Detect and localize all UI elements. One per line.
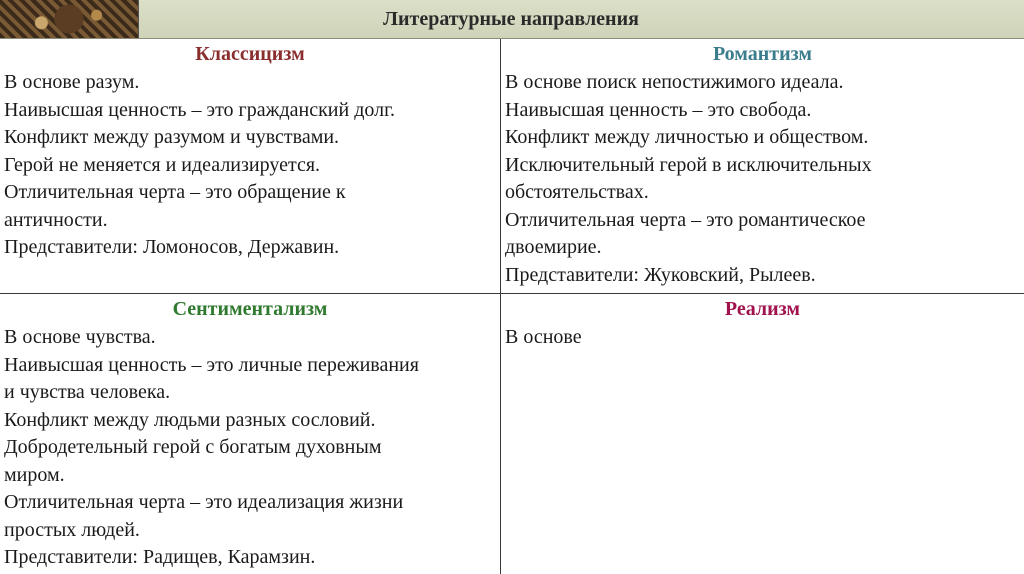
text-line: Отличительная черта – это идеализация жизни	[4, 491, 404, 513]
text-line: Наивысшая ценность – это гражданский долг.	[4, 98, 396, 121]
text-line: античности.	[4, 208, 108, 231]
cell-realism	[501, 294, 1024, 574]
text-line: миром.	[4, 463, 65, 486]
cell-title-sentimentalism: Сентиментализм	[172, 298, 328, 320]
cell-title-romanticism: Романтизм	[712, 43, 813, 65]
cell-romanticism	[501, 39, 1024, 293]
text-line: Представители: Радищев, Карамзин.	[4, 546, 316, 568]
text-line: двоемирие.	[505, 236, 602, 258]
text-line: Конфликт между личностью и обществом.	[505, 126, 869, 148]
text-line: Конфликт между людьми разных сословий.	[4, 408, 376, 431]
text-line: Отличительная черта – это обращение к	[4, 181, 346, 203]
text-line: Добродетельный герой с богатым духовным	[4, 436, 382, 458]
text-line: Наивысшая ценность – это личные переживания	[4, 353, 419, 376]
text-line: Наивысшая ценность – это свобода.	[505, 98, 812, 121]
text-line: Представители: Ломоносов, Державин.	[4, 236, 340, 258]
text-line: и чувства человека.	[4, 381, 171, 403]
text-line: В основе поиск непостижимого идеала.	[505, 71, 844, 93]
cell-lines-romanticism	[501, 69, 1024, 289]
text-line: обстоятельствах.	[505, 181, 649, 203]
text-line: Отличительная черта – это романтическое	[505, 208, 866, 231]
cell-lines-classicism	[0, 69, 500, 262]
cell-sentimentalism	[0, 294, 500, 574]
cell-title-classicism: Классицизм	[195, 43, 305, 65]
text-line: Конфликт между разумом и чувствами.	[4, 126, 340, 148]
cell-lines-sentimentalism	[0, 324, 500, 572]
text-line: В основе разум.	[4, 71, 140, 93]
cell-lines-realism	[501, 324, 1024, 352]
directions-table	[0, 39, 1024, 574]
text-line: В основе чувства.	[4, 326, 156, 348]
text-line: простых людей.	[4, 518, 140, 541]
slide-title-text: Литературные направления	[383, 7, 639, 30]
text-line: Герой не меняется и идеализируется.	[4, 153, 321, 176]
slide-title	[0, 0, 1024, 38]
text-line: В основе	[505, 326, 582, 348]
text-line: Представители: Жуковский, Рылеев.	[505, 263, 816, 286]
cell-title-realism: Реализм	[724, 298, 801, 320]
text-line: Исключительный герой в исключительных	[505, 153, 872, 176]
cell-classicism	[0, 39, 500, 293]
slide-header	[0, 0, 1024, 39]
